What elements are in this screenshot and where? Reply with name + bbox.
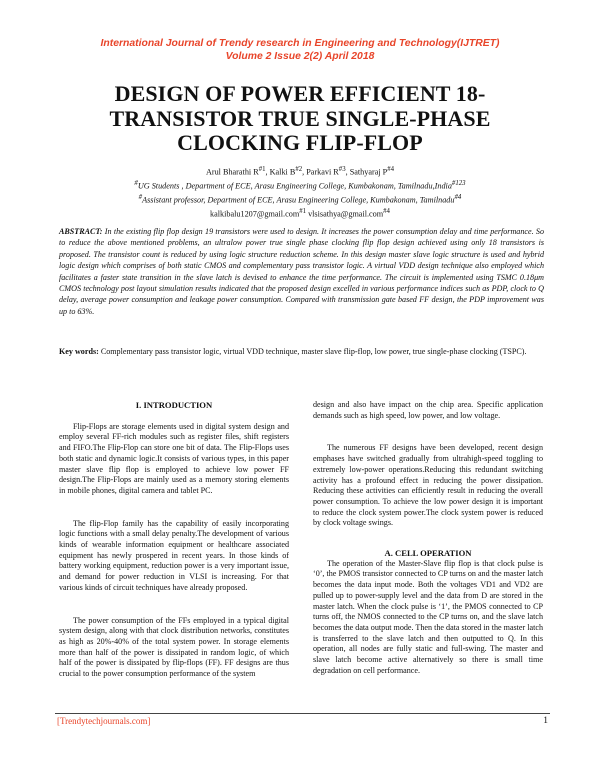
page-number: 1: [543, 716, 548, 726]
keywords-label: Key words:: [59, 347, 99, 356]
author-emails: [40, 206, 560, 220]
author-3-sup: #3: [338, 166, 346, 173]
author-4: , Sathyaraj P: [345, 167, 388, 177]
journal-header: [20, 38, 580, 63]
intro-paragraph-1: Flip-Flops are storage elements used in digital system design and employ several FF-rich modules such as register files, shift registers and FIFO.The Flip-Flop can store one bit of data. The Flip-Flops uses both static and dynamic logic.It consists of various types, in this paper master slave flip flop is employed to achieve low power FF design.The Flip-Flops are mainly used as a memory storing elements in mobile phones, digital camera and tablet PC.: [59, 421, 289, 495]
journal-name: International Journal of Trendy research in Engineering and Technology(IJTRET): [100, 38, 500, 49]
intro-paragraph-2: The flip-Flop family has the capability of easily incorporating logic functions with a small delay penalty.The development of various kinds of wearable information equipment or healthcare associated equipment has newly prospered in recent years. In those kinds of battery working equipment, reduction power is a very important issue, and demand for power reduction in VLSI is increasing. For that various kinds of circuit techniques have already proposed.: [59, 518, 289, 592]
footer-site-link[interactable]: [Trendytechjournals.com]: [57, 716, 151, 726]
affiliation-2-end: #4: [454, 193, 462, 201]
author-2-sup: #2: [295, 166, 303, 173]
affiliation-2-text: Assistant professor, Department of ECE, Arasu Engineering College, Kumbakonam, Tamilnadu: [142, 195, 455, 205]
author-3: , Parkavi R: [302, 167, 339, 177]
email-2[interactable]: vlsisathya@gmail.com: [306, 209, 384, 219]
affiliation-1-text: UG Students , Department of ECE, Arasu Engineering College, Kumbakonam, Tamilnadu,India: [137, 181, 452, 191]
journal-issue: Volume 2 Issue 2(2) April 2018: [225, 50, 375, 62]
right-column: [313, 400, 543, 676]
paper-title: [40, 82, 560, 156]
author-2: , Kalki B: [265, 167, 296, 177]
author-1-sup: #1: [258, 166, 266, 173]
footer-divider: [55, 713, 550, 714]
section-heading-introduction: I. INTRODUCTION: [135, 400, 213, 410]
title-line-3: CLOCKING FLIP-FLOP: [177, 130, 423, 155]
affiliation-1-mark: #: [134, 179, 138, 187]
author-4-sup: #4: [387, 166, 395, 173]
keywords-text: Complementary pass transistor logic, virtual VDD technique, master slave flip-flop, low power, true single-phase clocking (TSPC).: [98, 347, 527, 356]
intro-paragraph-continued: design and also have impact on the chip area. Specific application demands such as high speed, low power, and low voltage.: [313, 400, 543, 420]
author-1: Arul Bharathi R: [205, 167, 259, 177]
intro-paragraph-4: The numerous FF designs have been developed, recent design emphases have switched gradually from ultrahigh-speed toggling to extremely low-power operations.Reducing this redundant switching activity has a profound effect in reducing the power dissipation. Reducing these activities can efficiently result in reducing the overall power consumption. To achieve the low power design it is important to reduce the clock system power.The clock system power is reduced by clock voltage swings.: [313, 443, 543, 528]
left-column: [59, 400, 289, 680]
title-line-1: DESIGN OF POWER EFFICIENT 18-: [114, 81, 486, 106]
email-2-sup: #4: [383, 207, 390, 215]
section-heading-cell-operation: A. CELL OPERATION: [384, 548, 472, 559]
abstract: [59, 226, 544, 317]
author-names: [40, 164, 560, 178]
title-line-2: TRANSISTOR TRUE SINGLE-PHASE: [109, 105, 491, 131]
affiliation-2-mark: #: [138, 193, 143, 201]
affiliation-1: [40, 178, 560, 192]
abstract-label: ABSTRACT:: [59, 227, 103, 236]
affiliation-1-end: #123: [451, 179, 466, 187]
email-1-sup: #1: [299, 207, 307, 215]
affiliation-2: [40, 192, 560, 206]
author-block: [40, 164, 560, 220]
abstract-text: In the existing flip flop design 19 transistors were used to design. It increases the power consumption delay and time performance. So to reduce the above mentioned problems, an ultralow power true single phase clocking flip flop design achieved using only 18 transistors is proposed. The transistor count is reduced by using logic structure reduction scheme. In this design master slave logic structure is used and hybrid logic design which comprises of both static CMOS and complementary pass transistor logic. A virtual VDD design technique also employed which facilitates a faster state transition in the slave latch is devised to enhance the time performance. The circuit is implemented using TSMC 0.18μm CMOS technology post layout simulation results indicated that the proposed design excelled in various performance indices such as PDP, clock to Q delay, average power consumption and leakage power consumption. Compared with transmission gate based FF design, the PDP improvement was up to 63%.: [59, 227, 544, 316]
intro-paragraph-3: The power consumption of the FFs employed in a typical digital system design, along with that clock distribution networks, constitutes as high as 20%-40% of the total system power. In storage elements more than half of the power is dissipated in random logic, of which half of the power is dissipated by flip-flops (FF). FF designs are thus crucial to the power consumption performance of the system: [59, 615, 289, 679]
keywords: [59, 346, 544, 357]
email-1[interactable]: kalkibalu1207@gmail.com: [210, 209, 300, 219]
cell-operation-paragraph: The operation of the Master-Slave flip flop is that clock pulse is ‘0’, the PMOS transistor connected to CP turns on and the master latch becomes the data input mode. Both the voltages VD1 and VD2 are pulled up to power-supply level and the data from D are stored in the master latch. When the clock pulse is ‘1’, the PMOS connected to CP turns off, the NMOS connected to the CP turns on, and the slave latch becomes the data output mode. Then the data stored in the master latch is transferred to the slave latch and then outputted to Q. In this operation, all nodes are fully static and full-swing. The master and slave latch become active alternatively so there is small time degradation on cell performance.: [313, 558, 543, 675]
